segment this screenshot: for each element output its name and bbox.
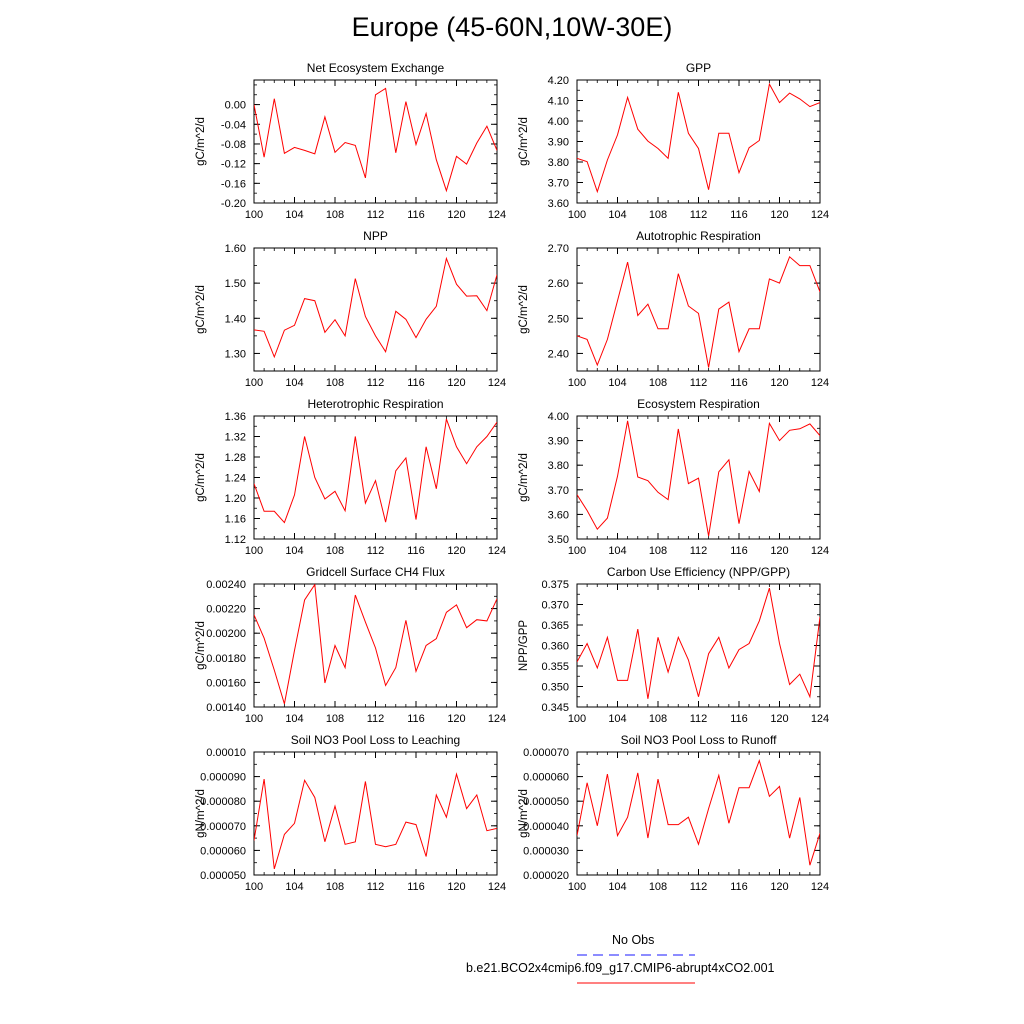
y-tick-label: 0.00240	[206, 579, 246, 591]
x-tick-label: 124	[810, 713, 830, 725]
y-tick-label: 4.00	[547, 116, 569, 128]
y-tick-label: 0.370	[541, 599, 569, 612]
x-tick-label: 112	[689, 377, 708, 389]
series-line	[577, 421, 820, 536]
x-tick-label: 100	[244, 881, 264, 893]
x-tick-label: 112	[689, 209, 708, 221]
x-tick-label: 116	[407, 881, 425, 893]
y-tick-label: 0.360	[541, 640, 569, 653]
y-tick-label: 1.12	[224, 534, 246, 546]
x-tick-label: 104	[285, 881, 304, 893]
x-tick-label: 108	[325, 545, 345, 557]
x-tick-label: 124	[810, 881, 830, 893]
x-tick-label: 116	[730, 377, 748, 389]
y-tick-label: 2.40	[547, 348, 569, 361]
plot-frame	[254, 584, 497, 707]
x-tick-label: 120	[770, 377, 789, 389]
x-tick-label: 104	[285, 545, 304, 557]
x-tick-label: 116	[730, 881, 748, 893]
plot-frame	[577, 416, 820, 539]
panel-title: GPP	[685, 61, 712, 75]
y-axis-label: gC/m^2/d	[195, 285, 207, 334]
y-axis-label: gN/m^2/d	[195, 789, 207, 838]
y-tick-label: 0.000070	[200, 820, 246, 833]
y-tick-label: 3.50	[547, 534, 569, 546]
y-tick-label: 0.00220	[206, 603, 246, 616]
panel-title: Ecosystem Respiration	[637, 397, 760, 411]
panel-1	[518, 61, 829, 221]
y-tick-label: 1.16	[224, 513, 246, 526]
y-tick-label: 3.90	[547, 136, 569, 149]
panel-2	[195, 229, 506, 389]
x-tick-label: 104	[608, 377, 627, 389]
y-tick-label: 3.60	[547, 198, 569, 210]
y-tick-label: 3.80	[547, 157, 569, 169]
x-tick-label: 112	[366, 377, 385, 389]
y-tick-label: -0.04	[220, 119, 246, 132]
x-tick-label: 100	[567, 209, 587, 221]
panel-title: Soil NO3 Pool Loss to Leaching	[290, 733, 461, 747]
y-tick-label: 0.350	[541, 681, 569, 694]
x-tick-label: 100	[567, 713, 587, 725]
panel-title: Net Ecosystem Exchange	[306, 61, 445, 75]
y-tick-label: 1.36	[224, 411, 246, 423]
x-tick-label: 100	[244, 377, 264, 389]
panel-4	[195, 397, 506, 557]
x-tick-label: 104	[285, 713, 304, 725]
panel-title: NPP	[363, 229, 388, 243]
y-tick-label: 0.000050	[523, 796, 569, 809]
x-tick-label: 112	[366, 209, 385, 221]
series-line	[577, 588, 820, 699]
y-tick-label: 0.00180	[206, 652, 246, 665]
y-tick-label: 1.50	[224, 278, 246, 291]
x-tick-label: 124	[810, 377, 830, 389]
x-tick-label: 100	[567, 881, 587, 893]
plot-frame	[254, 416, 497, 539]
panel-9	[518, 733, 829, 893]
y-tick-label: 3.70	[547, 177, 569, 190]
x-tick-label: 116	[407, 713, 425, 725]
y-tick-label: -0.16	[220, 178, 246, 191]
y-tick-label: 0.365	[541, 620, 569, 632]
y-tick-label: 3.70	[547, 484, 569, 497]
y-axis-label: gC/m^2/d	[195, 117, 207, 166]
x-tick-label: 108	[648, 713, 668, 725]
y-tick-label: -0.08	[220, 138, 246, 151]
x-tick-label: 120	[447, 377, 466, 389]
x-tick-label: 120	[770, 209, 789, 221]
panel-3	[518, 229, 829, 389]
panel-0	[195, 61, 506, 221]
y-tick-label: 0.375	[541, 579, 569, 591]
panel-title: Gridcell Surface CH4 Flux	[306, 565, 445, 579]
y-tick-label: 4.20	[547, 75, 569, 87]
y-tick-label: 4.10	[547, 95, 569, 108]
y-tick-label: -0.20	[220, 198, 246, 210]
panel-6	[195, 565, 506, 725]
y-tick-label: 1.40	[224, 313, 246, 326]
y-tick-label: 0.000040	[523, 820, 569, 833]
plot-frame	[254, 752, 497, 875]
y-tick-label: 0.345	[541, 702, 569, 714]
x-tick-label: 112	[689, 713, 708, 725]
x-tick-label: 120	[770, 713, 789, 725]
x-tick-label: 124	[810, 209, 830, 221]
x-tick-label: 124	[487, 377, 507, 389]
x-tick-label: 104	[608, 713, 627, 725]
x-tick-label: 124	[487, 209, 507, 221]
x-tick-label: 104	[608, 209, 627, 221]
y-tick-label: 1.30	[224, 348, 246, 361]
y-tick-label: 0.355	[541, 661, 569, 673]
y-tick-label: 3.90	[547, 435, 569, 448]
series-line	[254, 88, 497, 190]
x-tick-label: 120	[447, 881, 466, 893]
x-tick-label: 100	[567, 545, 587, 557]
series-line	[577, 761, 820, 866]
x-tick-label: 104	[608, 545, 627, 557]
y-tick-label: 2.50	[547, 313, 569, 326]
y-tick-label: 3.80	[547, 460, 569, 473]
y-tick-label: 0.00	[224, 99, 246, 112]
x-tick-label: 116	[730, 209, 748, 221]
x-tick-label: 108	[648, 545, 668, 557]
y-axis-label: NPP/GPP	[518, 619, 530, 672]
y-tick-label: 1.28	[224, 452, 246, 464]
y-axis-label: gC/m^2/d	[195, 453, 207, 502]
y-tick-label: 0.00200	[206, 628, 246, 641]
y-tick-label: 0.00140	[206, 702, 246, 714]
y-tick-label: 0.00010	[206, 747, 246, 759]
x-tick-label: 116	[407, 209, 425, 221]
series-line	[254, 259, 497, 357]
x-tick-label: 100	[244, 209, 264, 221]
y-tick-label: 2.60	[547, 278, 569, 291]
x-tick-label: 112	[366, 713, 385, 725]
y-tick-label: 0.000060	[200, 845, 246, 858]
x-tick-label: 120	[447, 209, 466, 221]
plot-frame	[254, 248, 497, 371]
panel-title: Heterotrophic Respiration	[307, 397, 444, 411]
y-tick-label: 1.24	[224, 472, 246, 485]
y-tick-label: 0.000060	[523, 771, 569, 784]
panel-7	[518, 565, 829, 725]
panel-title: Autotrophic Respiration	[636, 229, 761, 243]
x-tick-label: 120	[447, 713, 466, 725]
series-line	[254, 419, 497, 522]
x-tick-label: 116	[730, 545, 748, 557]
y-tick-label: 0.000030	[523, 845, 569, 858]
plot-frame	[577, 248, 820, 371]
panel-title: Carbon Use Efficiency (NPP/GPP)	[606, 565, 791, 579]
y-axis-label: gC/m^2/d	[518, 117, 530, 166]
x-tick-label: 116	[407, 545, 425, 557]
x-tick-label: 112	[689, 881, 708, 893]
y-tick-label: 1.20	[224, 493, 246, 505]
x-tick-label: 104	[285, 209, 304, 221]
y-tick-label: 0.000020	[523, 870, 569, 882]
x-tick-label: 100	[567, 377, 587, 389]
x-tick-label: 124	[487, 713, 507, 725]
y-tick-label: 3.60	[547, 509, 569, 522]
x-tick-label: 116	[407, 377, 425, 389]
x-tick-label: 108	[325, 377, 345, 389]
x-tick-label: 108	[325, 881, 345, 893]
x-tick-label: 108	[648, 377, 668, 389]
y-axis-label: gC/m^2/d	[195, 621, 207, 670]
x-tick-label: 104	[608, 881, 627, 893]
x-tick-label: 124	[487, 545, 507, 557]
plot-frame	[577, 584, 820, 707]
y-tick-label: 0.00160	[206, 677, 246, 690]
panel-8	[195, 733, 506, 893]
y-axis-label: gN/m^2/d	[518, 789, 530, 838]
y-tick-label: -0.12	[220, 158, 246, 171]
y-axis-label: gC/m^2/d	[518, 453, 530, 502]
y-tick-label: 1.60	[224, 243, 246, 255]
x-tick-label: 112	[689, 545, 708, 557]
y-tick-label: 0.000070	[523, 747, 569, 759]
y-tick-label: 4.00	[547, 411, 569, 423]
x-tick-label: 124	[487, 881, 507, 893]
page-title: Europe (45-60N,10W-30E)	[351, 12, 673, 42]
x-tick-label: 100	[244, 713, 264, 725]
x-tick-label: 112	[366, 545, 385, 557]
y-axis-label: gC/m^2/d	[518, 285, 530, 334]
x-tick-label: 116	[730, 713, 748, 725]
y-tick-label: 2.70	[547, 243, 569, 255]
series-line	[254, 585, 497, 704]
x-tick-label: 120	[447, 545, 466, 557]
y-tick-label: 0.000050	[200, 870, 246, 882]
series-line	[577, 257, 820, 368]
x-tick-label: 124	[810, 545, 830, 557]
panel-title: Soil NO3 Pool Loss to Runoff	[620, 733, 777, 747]
x-tick-label: 108	[325, 713, 345, 725]
y-tick-label: 0.000090	[200, 771, 246, 784]
series-line	[577, 84, 820, 192]
x-tick-label: 108	[325, 209, 345, 221]
legend-no-obs-label: No Obs	[612, 933, 655, 947]
x-tick-label: 100	[244, 545, 264, 557]
legend-model-label: b.e21.BCO2x4cmip6.f09_g17.CMIP6-abrupt4xCO2.001	[466, 961, 775, 975]
x-tick-label: 108	[648, 881, 668, 893]
x-tick-label: 120	[770, 881, 789, 893]
x-tick-label: 108	[648, 209, 668, 221]
series-line	[254, 774, 497, 869]
x-tick-label: 120	[770, 545, 789, 557]
x-tick-label: 104	[285, 377, 304, 389]
y-tick-label: 1.32	[224, 431, 246, 444]
panel-5	[518, 397, 829, 557]
x-tick-label: 112	[366, 881, 385, 893]
y-tick-label: 0.000080	[200, 796, 246, 809]
